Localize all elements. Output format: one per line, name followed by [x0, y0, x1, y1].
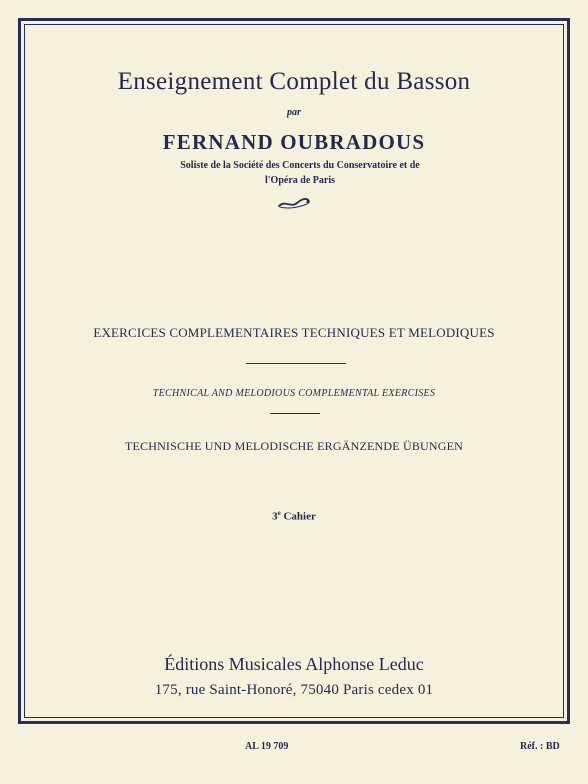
author-affiliation-line-2: l'Opéra de Paris	[265, 175, 335, 186]
volume-label	[0, 509, 588, 523]
publisher-address: 175, rue Saint-Honoré, 75040 Paris cedex 01	[154, 682, 434, 698]
subtitle-french: EXERCICES COMPLEMENTAIRES TECHNIQUES ET MELODIQUES	[93, 325, 495, 340]
reference-code: Réf. : BD	[520, 741, 560, 752]
author-name: FERNAND OUBRADOUS	[162, 130, 426, 154]
page-title: Enseignement Complet du Basson	[117, 68, 471, 95]
subtitle-english: TECHNICAL AND MELODIOUS COMPLEMENTAL EXERCISES	[152, 388, 436, 399]
volume-number: 3	[272, 510, 278, 523]
author-affiliation-line-1: Soliste de la Société des Concerts du Conservatoire et de	[180, 160, 420, 171]
volume-word: Cahier	[283, 510, 316, 523]
divider-rule	[246, 363, 346, 364]
catalog-number: AL 19 709	[245, 741, 289, 752]
subtitle-german: TECHNISCHE UND MELODISCHE ERGÄNZENDE ÜBUNGEN	[124, 439, 464, 453]
by-label: par	[287, 107, 301, 118]
volume-ordinal-suffix: e	[277, 509, 281, 517]
inner-border	[24, 24, 564, 718]
publisher-name: Éditions Musicales Alphonse Leduc	[164, 654, 424, 674]
divider-rule-short	[270, 413, 320, 414]
flourish-ornament-icon	[277, 196, 311, 210]
